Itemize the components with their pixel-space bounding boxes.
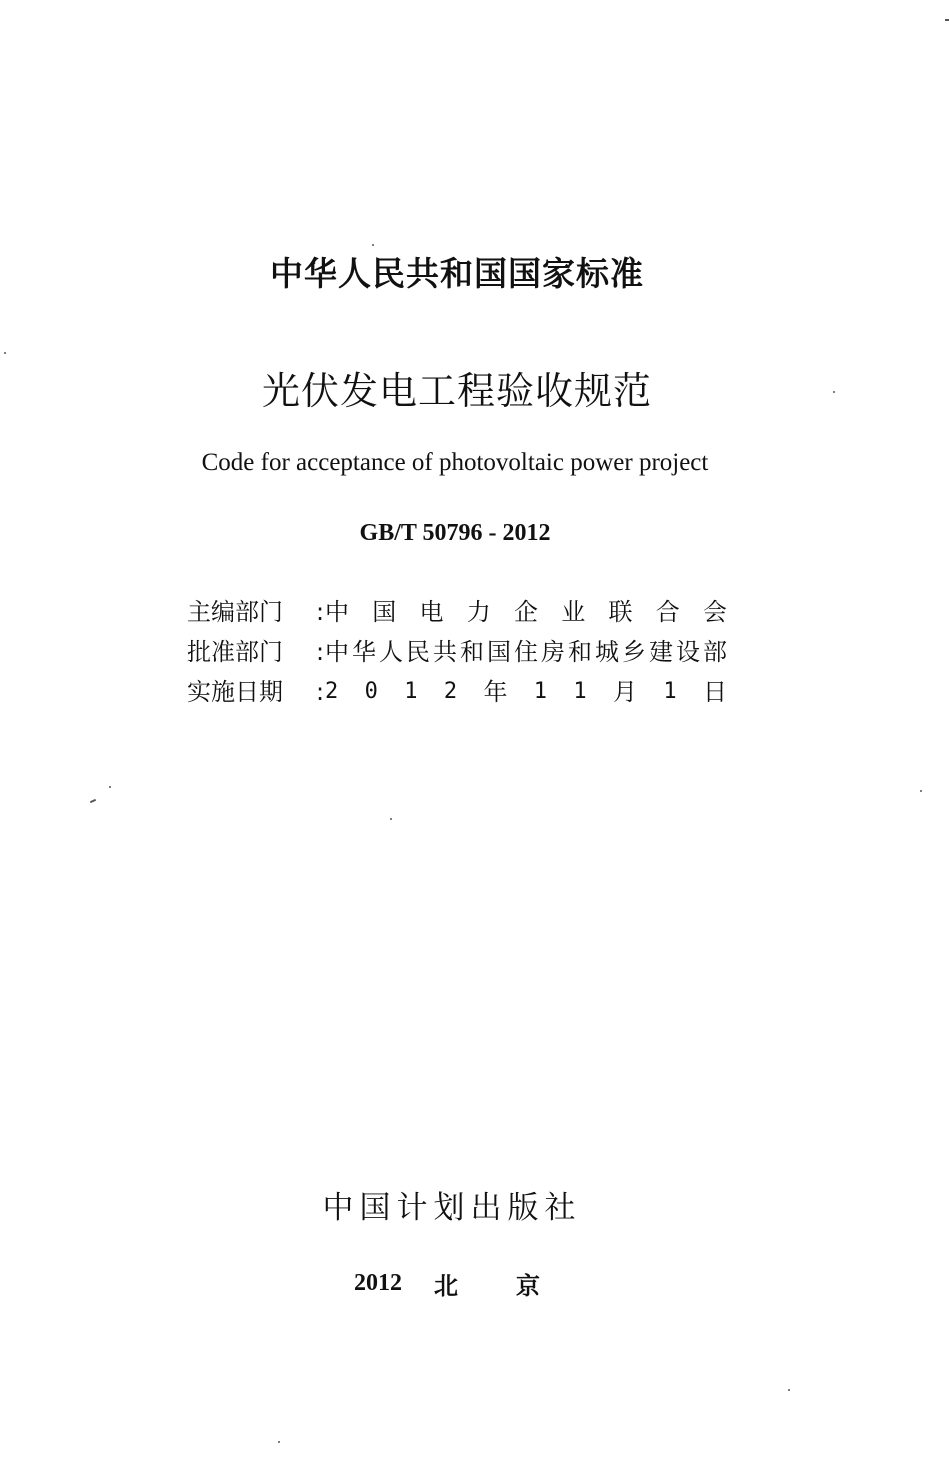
scan-speck — [90, 799, 96, 803]
value-char: 中 — [325, 598, 349, 626]
value-char: 中 — [325, 638, 349, 666]
value-char: 2 — [325, 679, 339, 704]
scan-speck — [788, 1389, 790, 1391]
publication-year-place — [354, 1266, 540, 1301]
value-char: 华 — [352, 638, 376, 666]
value-char: 1 — [404, 679, 418, 704]
value-char: 0 — [364, 679, 378, 704]
metadata-label: 实施日期 — [187, 678, 283, 706]
scan-speck — [109, 786, 111, 788]
value-char: 会 — [703, 598, 727, 626]
value-char: 民 — [406, 638, 430, 666]
metadata-colon: : — [315, 678, 325, 706]
value-char: 业 — [561, 598, 586, 626]
value-char: 住 — [514, 638, 538, 666]
scan-speck — [945, 19, 949, 21]
value-char: 房 — [541, 638, 565, 666]
standard-code: GB/T 50796 - 2012 — [359, 520, 551, 546]
scan-speck — [4, 352, 6, 354]
value-char: 人 — [379, 638, 403, 666]
value-char: 建 — [649, 638, 673, 666]
scan-speck — [920, 790, 922, 792]
metadata-label: 批准部门 — [187, 638, 283, 666]
value-char: 和 — [460, 638, 484, 666]
value-char: 部 — [703, 638, 727, 666]
value-char: 2 — [443, 679, 458, 704]
value-char: 力 — [466, 598, 491, 626]
metadata-colon: : — [315, 638, 325, 666]
publication-city-char: 京 — [516, 1272, 540, 1300]
value-char: 国 — [372, 598, 397, 626]
value-char: 设 — [676, 638, 700, 666]
value-char: 和 — [568, 638, 592, 666]
scan-speck — [390, 818, 392, 820]
metadata-value-editor — [325, 592, 727, 632]
scan-speck — [278, 1441, 280, 1443]
value-char: 乡 — [622, 638, 646, 666]
publication-year: 2012 — [354, 1270, 402, 1296]
value-char: 1 — [573, 679, 587, 704]
publication-city-char: 北 — [434, 1272, 458, 1300]
value-char: 日 — [702, 678, 727, 706]
metadata-label: 主编部门 — [187, 598, 283, 626]
value-char: 月 — [613, 678, 638, 706]
value-char: 年 — [483, 678, 508, 706]
value-char: 联 — [608, 598, 633, 626]
metadata-colon: : — [315, 598, 325, 626]
metadata-row-effective-date — [187, 672, 727, 712]
value-char: 共 — [433, 638, 457, 666]
standard-type-heading: 中华人民共和国国家标准 — [270, 254, 644, 293]
document-title-chinese: 光伏发电工程验收规范 — [261, 369, 652, 413]
value-char: 企 — [514, 598, 538, 626]
value-char: 电 — [419, 598, 444, 626]
scan-speck — [833, 391, 835, 393]
metadata-row-approver — [187, 632, 727, 672]
value-char: 1 — [533, 679, 548, 704]
value-char: 合 — [655, 598, 680, 626]
document-metadata — [187, 592, 727, 712]
value-char: 1 — [663, 679, 677, 704]
metadata-row-editor — [187, 592, 727, 632]
value-char: 城 — [595, 638, 619, 666]
publisher-name: 中国计划出版社 — [322, 1190, 582, 1226]
metadata-value-effective-date — [325, 672, 727, 712]
document-title-english: Code for acceptance of photovoltaic power project — [201, 449, 709, 476]
value-char: 国 — [487, 638, 511, 666]
metadata-value-approver — [325, 632, 727, 672]
scan-speck — [372, 244, 374, 246]
